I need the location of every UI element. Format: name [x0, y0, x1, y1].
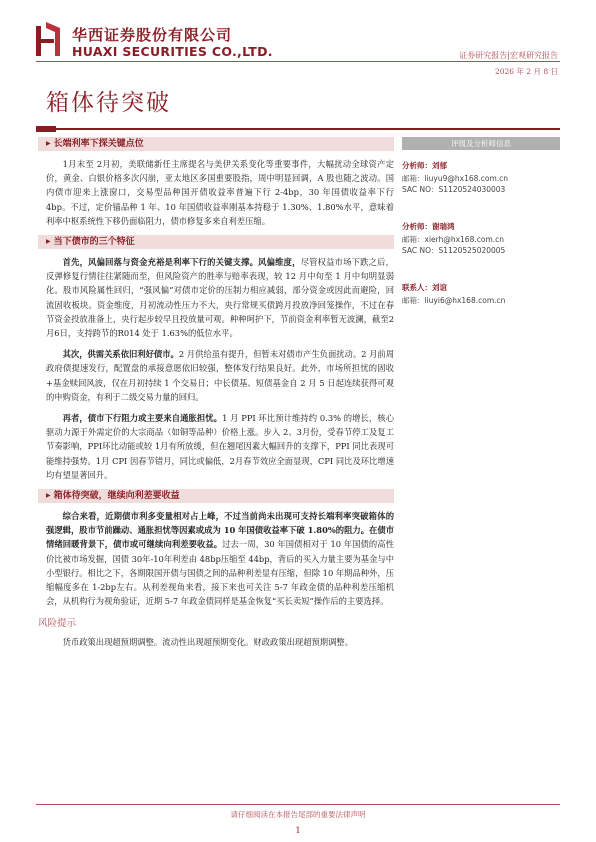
- contact-name: 联系人：刘谊: [402, 283, 447, 292]
- contact-email: 邮箱：liuyi6@hx168.com.cn: [402, 296, 506, 305]
- paragraph: 再者，债市下行阻力或主要来自通胀担忧。1 月 PPI 环比预计维持约 0.3% 的增长，核心驱动力源于外需定价的大宗商品（如铜等品种）价格上涨。步入 2、3月份，受春节停工及复工节奏影响，PPI环比动能或较 1月有所放缓，但在翘尾因素大幅回升的支撑下，PPI 同比表现可能维持强势。1月 CPI 因春节错月，同比或偏低，2月春节效应全面显现，CPI 同比及环比增速均有望显著回升。: [46, 413, 394, 480]
- analyst-card: [402, 160, 560, 195]
- section-heading: ▶ 当下债市的三个特征: [38, 235, 394, 249]
- report-type: 证券研究报告|宏观研究报告: [459, 51, 558, 60]
- main-content: [38, 137, 394, 657]
- sidebar-heading: 评级及分析师信息: [402, 137, 560, 150]
- paragraph: 1月末至 2月初，美联储新任主席提名与美伊关系变化等重要事件，大幅扰动全球资产定价，黄金、白银价格多次闪崩，亚太地区多国重要股指，周中明显回调，A 股也随之波动。国内债市迎来上涨窗口，交易型品种国开债收益率普遍下行 2-4bp，30 年国债收益率下行 4bp。不过，定价锚品种 1 年、10 年国债收益率刚基本持稳于 1.30%、1.80%水平，意味着利率中枢系统性下移仍面临阻力，债市修复多来自利差压缩。: [46, 159, 394, 226]
- analyst-email: 邮箱：xierh@hx168.com.cn: [402, 235, 505, 244]
- page-number: 1: [295, 826, 301, 835]
- analyst-email: 邮箱：liuyu9@hx168.com.cn: [402, 174, 509, 183]
- brand-name-en: HUAXI SECURITIES CO.,LTD.: [72, 44, 273, 59]
- analyst-sidebar: [402, 137, 560, 332]
- huaxi-logo-icon: [36, 22, 64, 56]
- analyst-card: [402, 221, 560, 256]
- report-title: 箱体待突破: [46, 90, 171, 116]
- section-2: [46, 235, 394, 482]
- contact-card: [402, 282, 560, 306]
- legal-notice: 请仔细阅读在本报告尾部的重要法律声明: [230, 810, 366, 819]
- report-date: 2026 年 2 月 8 日: [494, 67, 558, 76]
- analyst-name: 分析师：刘郁: [402, 161, 447, 170]
- section-1: [46, 137, 394, 228]
- analyst-sac: SAC NO：S1120524030003: [402, 185, 506, 194]
- risk-heading: 风险提示: [38, 618, 77, 630]
- title-accent-bar: [36, 126, 56, 132]
- analyst-name: 分析师：谢瑞鸿: [402, 222, 455, 231]
- paragraph: 其次，供需关系依旧利好债市。2 月供给虽有提升，但暂未对债市产生负面扰动。2 月前周政府债提速发行，配置盘的承接意愿依旧较强，整体发行结果良好。此外，市场所担忧的固收+基金赎回风波，仅在月初持续 1 个交易日；中长债基、短债基金自 2 月 5 日起连续获得可观的申购资金，有利于二级交易力量的回归。: [46, 349, 394, 402]
- header-divider: [36, 61, 560, 62]
- risk-text: 货币政策出现超预期调整。流动性出现超预期变化。财政政策出现超预期调整。: [62, 637, 353, 648]
- section-heading: ▶ 长端利率下探关键点位: [38, 137, 394, 151]
- section-3: [46, 489, 394, 608]
- paragraph: 首先，风偏回落与资金充裕是利率下行的关键支撑。风偏维度，尽管权益市场下跌之后，反弹修复行情往往紧随而至，但风险资产的胜率与赔率表现，较 12 月中旬至 1 月中旬明显弱化。股市风险属性回归，“强风偏”对债市定价的压制力相应减弱，部分资金或因此而避险，回流固收板块。资金维度，月初流动性压力不大，央行常规买债跨月投放净回笼操作，不过在春节资金投放准备上，央行起步较早且投放量可观。种种呵护下，节前资金利率暂无波澜，截至2月6日，支持跨节的R014 处于 1.63%的低位水平。: [46, 257, 394, 339]
- paragraph: 综合来看，近期债市利多变量相对占上峰，不过当前尚未出现可支持长端利率突破箱体的强逻辑，股市节前躁动、通胀担忧等因素或成为 10 年国债收益率下破 1.80%的阻力。在债市情绪回暖背景下，债市或可继续向利差要收益。过去一周，30 年国债相对于 10 年国债的高性价比被市场发掘，国债 30年-10年利差由 48bp压缩至 44bp，背后的买入力量主要为基金与中小型银行。相比之下，各期限国开债与国债之间的品种利差显有压缩，但除 10 年期品种外，压缩幅度多在 1-2bp左右。从利差视角来看，接下来也可关注 5-7 年政金债的品种利差压缩机会，从机构行为视角验证，近期 5-7 年政金债同样是基金恢复“买长卖短”操作后的主要选择。: [46, 511, 394, 607]
- analyst-sac: SAC NO：S1120525020005: [402, 246, 506, 255]
- title-divider: [36, 128, 560, 130]
- section-heading: ▶ 箱体待突破，继续向利差要收益: [38, 489, 394, 503]
- brand-name-cn: 华西证券股份有限公司: [72, 26, 233, 44]
- footer-divider: [36, 804, 560, 805]
- risk-section: [38, 615, 394, 649]
